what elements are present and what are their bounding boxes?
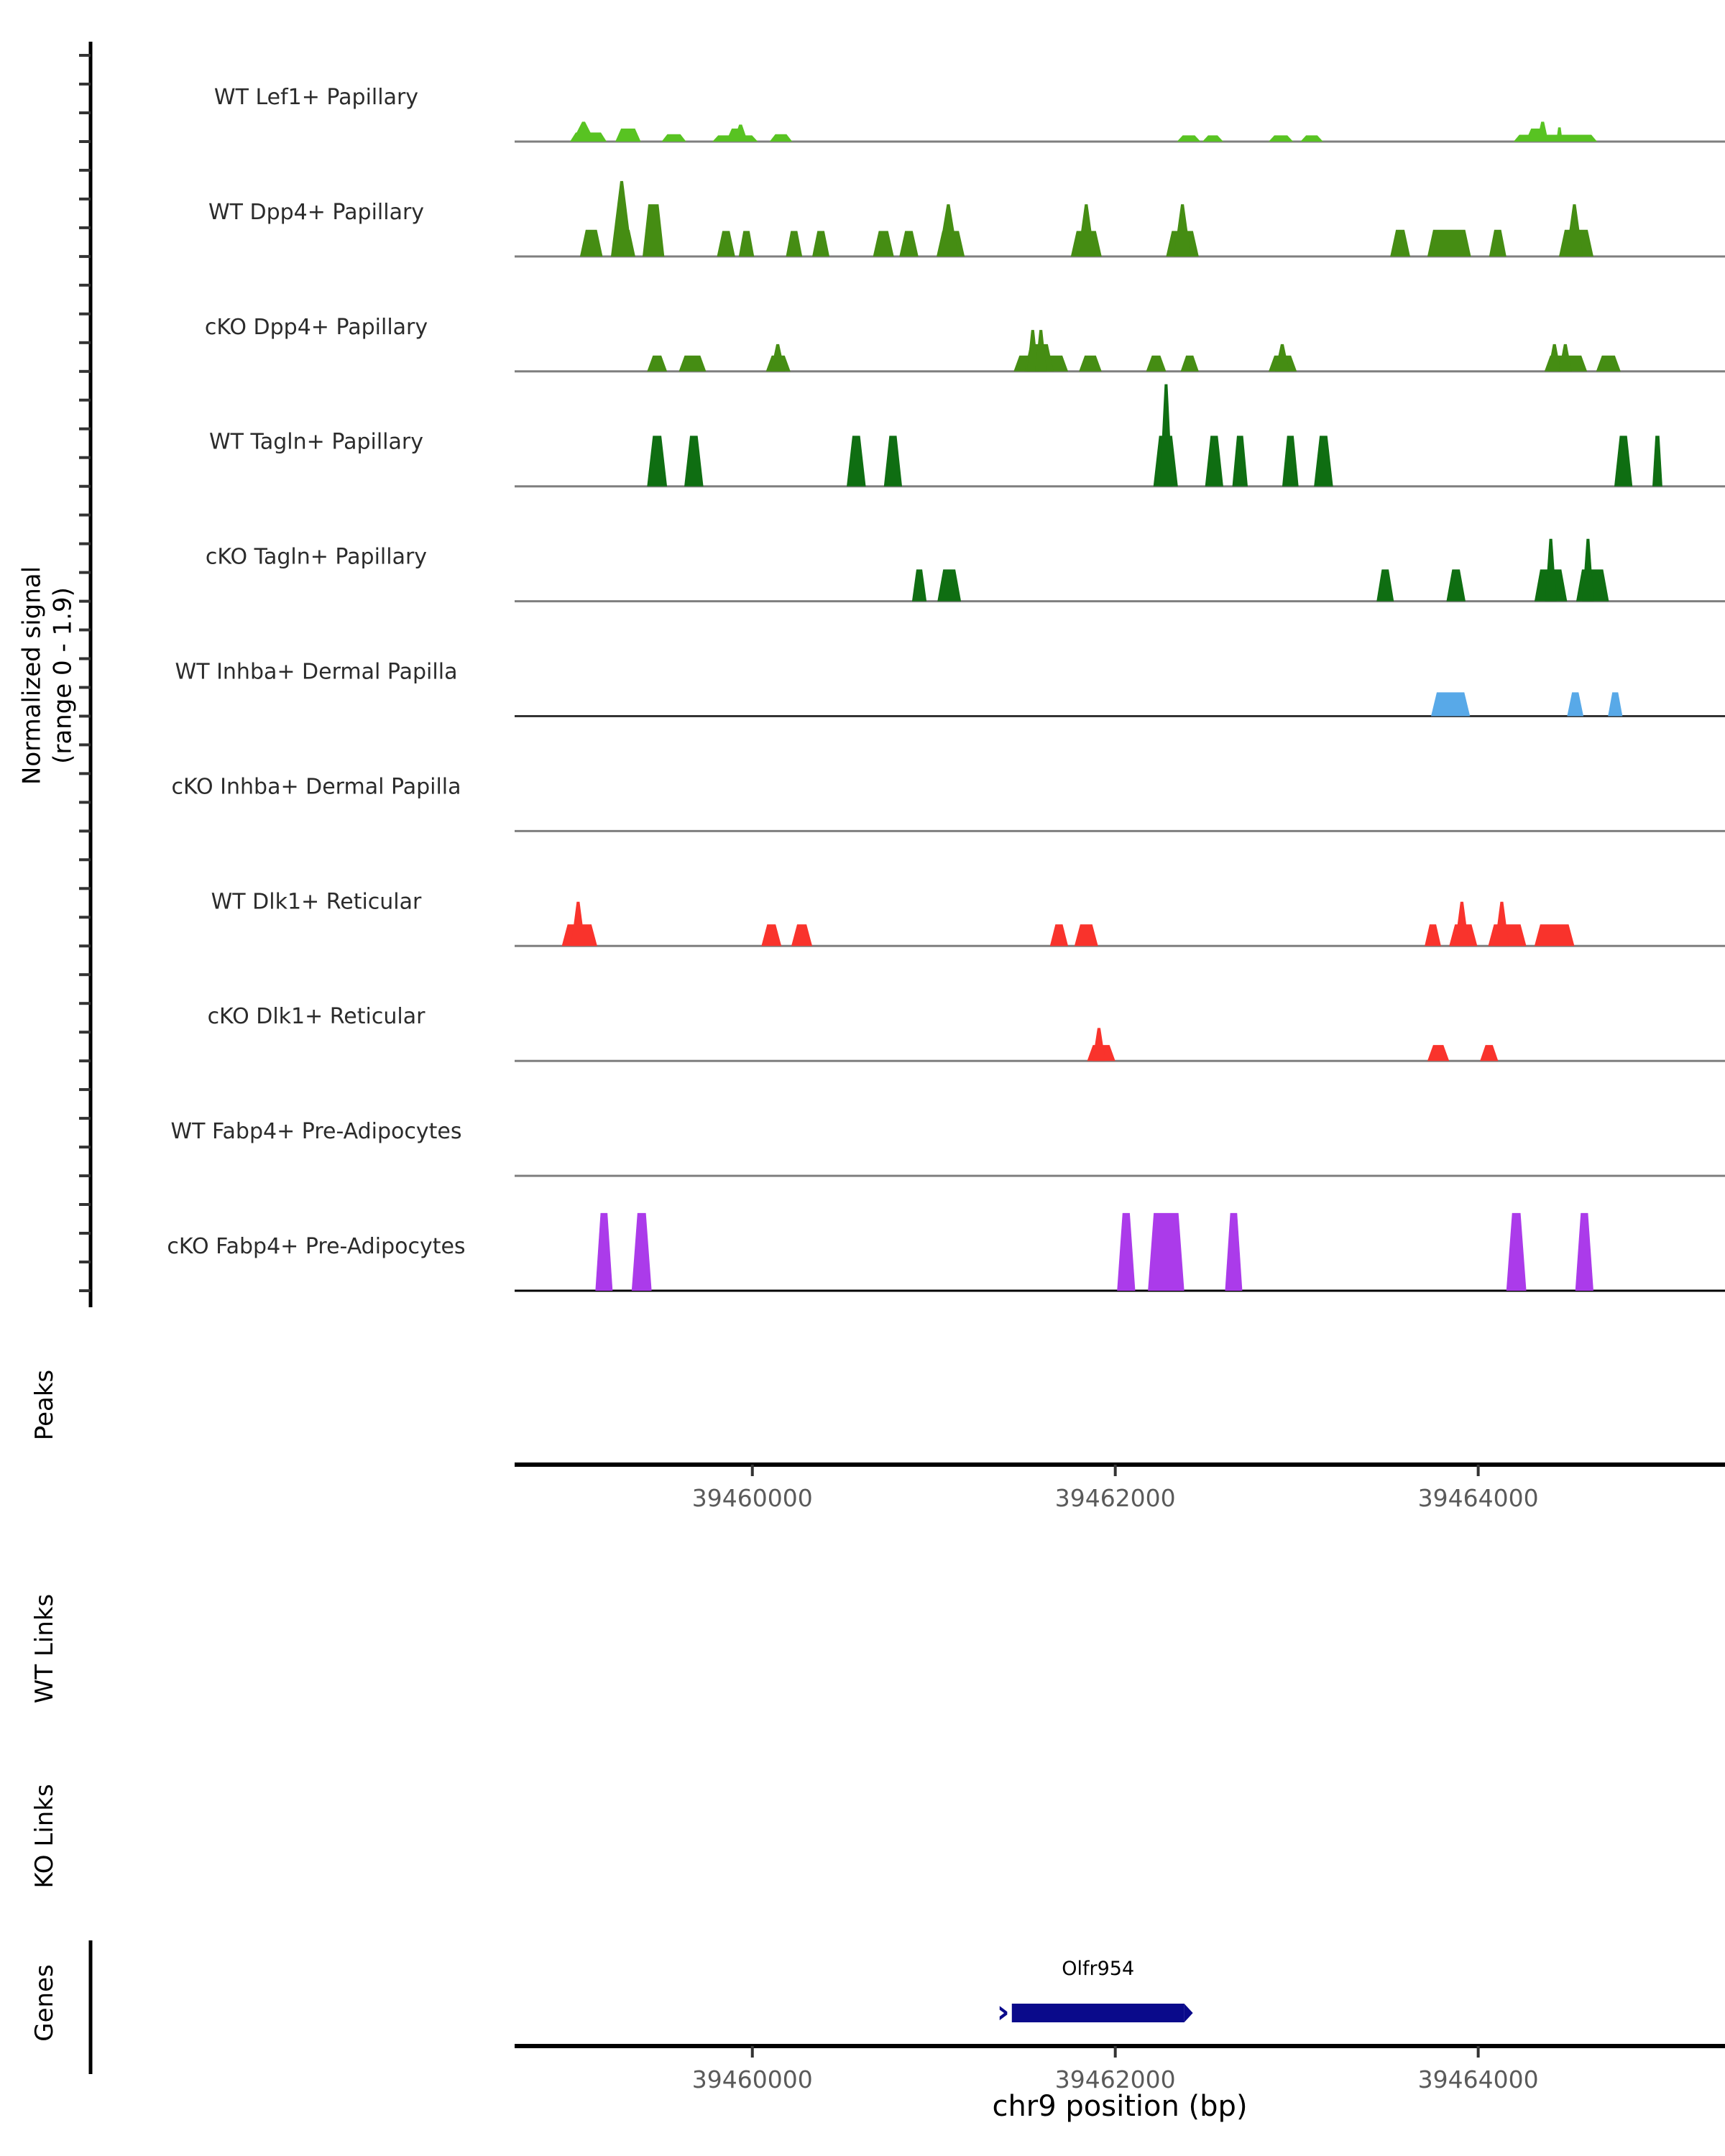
signal-peak	[647, 356, 667, 372]
signal-peak	[1576, 1213, 1593, 1291]
track-label: cKO Tagln+ Papillary	[205, 544, 428, 570]
signal-peak	[1390, 230, 1410, 257]
signal-peak	[643, 204, 664, 257]
signal-peak	[1205, 436, 1223, 486]
signal-peak	[1446, 569, 1466, 601]
signal-peak	[580, 230, 603, 257]
track-label: cKO Dpp4+ Papillary	[204, 314, 428, 340]
signal-peak	[1614, 436, 1632, 486]
signal-peak	[1427, 230, 1471, 257]
signal-peak	[1269, 135, 1293, 142]
signal-peak	[678, 356, 706, 372]
signal-peak	[1148, 1213, 1184, 1291]
signal-peak	[1425, 924, 1441, 946]
signal-peak	[1480, 1045, 1498, 1061]
signal-peak	[1282, 436, 1299, 486]
signal-peak	[1202, 135, 1223, 142]
bottom-axis-tick-label: 39462000	[1054, 2065, 1176, 2093]
bottom-axis-tick-label: 39464000	[1417, 2065, 1539, 2093]
bottom-axis-tick-label: 39460000	[691, 2065, 813, 2093]
peaks-axis-tick-label: 39460000	[691, 1484, 813, 1512]
signal-peak	[1427, 1045, 1449, 1061]
signal-peak	[912, 569, 926, 601]
signal-peak-spike	[1092, 1028, 1105, 1061]
track-label: WT Dpp4+ Papillary	[208, 199, 425, 225]
signal-peak	[1079, 356, 1102, 372]
signal-peak-spike	[1455, 902, 1469, 946]
signal-peak	[1146, 356, 1167, 372]
signal-peak	[662, 134, 686, 142]
signal-peak	[717, 231, 735, 257]
signal-peak	[1567, 692, 1583, 716]
signal-peak	[595, 1213, 612, 1291]
gene-body	[1012, 2004, 1184, 2022]
signal-peak	[1181, 356, 1199, 372]
signal-peak	[1075, 924, 1098, 946]
signal-peak	[1506, 1213, 1527, 1291]
signal-peak	[1596, 356, 1621, 372]
signal-peak-spike	[572, 121, 595, 142]
signal-peak	[1376, 569, 1394, 601]
track-label: cKO Dlk1+ Reticular	[207, 1004, 426, 1030]
signal-peak	[647, 436, 667, 486]
signal-peak	[786, 231, 802, 257]
signal-peak	[937, 569, 961, 601]
peaks-axis-tick-label: 39462000	[1054, 1484, 1176, 1512]
signal-peak	[1225, 1213, 1242, 1291]
signal-peak	[1489, 230, 1506, 257]
signal-peak	[1608, 692, 1622, 716]
signal-peak-spike	[1494, 902, 1509, 946]
section-label-wt-links: WT Links	[30, 1593, 59, 1704]
x-axis-title: chr9 position (bp)	[992, 2090, 1248, 2123]
signal-peak	[873, 231, 894, 257]
signal-peak	[1431, 692, 1470, 716]
signal-peak	[1117, 1213, 1135, 1291]
signal-peak	[1535, 924, 1575, 946]
track-label: WT Inhba+ Dermal Papilla	[175, 659, 458, 685]
gene-arrow-tip-icon	[1184, 2004, 1193, 2022]
track-label: WT Lef1+ Papillary	[213, 85, 419, 110]
track-label: cKO Inhba+ Dermal Papilla	[171, 774, 461, 800]
track-label: WT Dlk1+ Reticular	[211, 889, 422, 915]
signal-peak	[847, 436, 866, 486]
signal-peak	[1314, 436, 1333, 486]
signal-peak	[615, 129, 640, 142]
y-axis-label-line2: (range 0 - 1.9)	[48, 587, 77, 764]
section-label-genes: Genes	[30, 1964, 59, 2042]
signal-peak	[739, 231, 754, 257]
signal-peak	[884, 436, 902, 486]
y-axis-label-line1: Normalized signal	[17, 566, 47, 786]
signal-peak	[1556, 127, 1563, 142]
signal-peak	[812, 231, 829, 257]
signal-peak	[632, 1213, 652, 1291]
track-label: WT Tagln+ Papillary	[209, 429, 423, 455]
gene-strand-chevron-icon: ›	[996, 1994, 1010, 2030]
signal-peak-spike	[571, 902, 585, 946]
signal-peak	[770, 134, 793, 142]
track-label: WT Fabp4+ Pre-Adipocytes	[170, 1119, 462, 1145]
signal-peak	[1050, 924, 1068, 946]
signal-peak-spike	[938, 204, 958, 257]
signal-peak	[791, 924, 812, 946]
signal-peak-spike	[1159, 384, 1172, 487]
signal-peak	[899, 231, 919, 257]
gene-name-label: Olfr954	[1062, 1958, 1135, 1980]
y-axis-label	[17, 566, 78, 785]
signal-peak-spike	[1077, 204, 1095, 257]
signal-peak	[1652, 436, 1662, 486]
signal-peak	[684, 436, 704, 486]
signal-peak	[1177, 135, 1201, 142]
signal-peak	[1233, 436, 1248, 486]
peaks-axis-tick-label: 39464000	[1417, 1484, 1539, 1512]
section-label-peaks: Peaks	[30, 1369, 59, 1441]
signal-peak-spike	[611, 181, 632, 257]
signal-peak	[1300, 135, 1323, 142]
signal-peak-spike	[1174, 204, 1191, 257]
signal-peak	[761, 924, 781, 946]
track-label: cKO Fabp4+ Pre-Adipocytes	[167, 1234, 466, 1259]
section-label-ko-links: KO Links	[30, 1784, 59, 1889]
